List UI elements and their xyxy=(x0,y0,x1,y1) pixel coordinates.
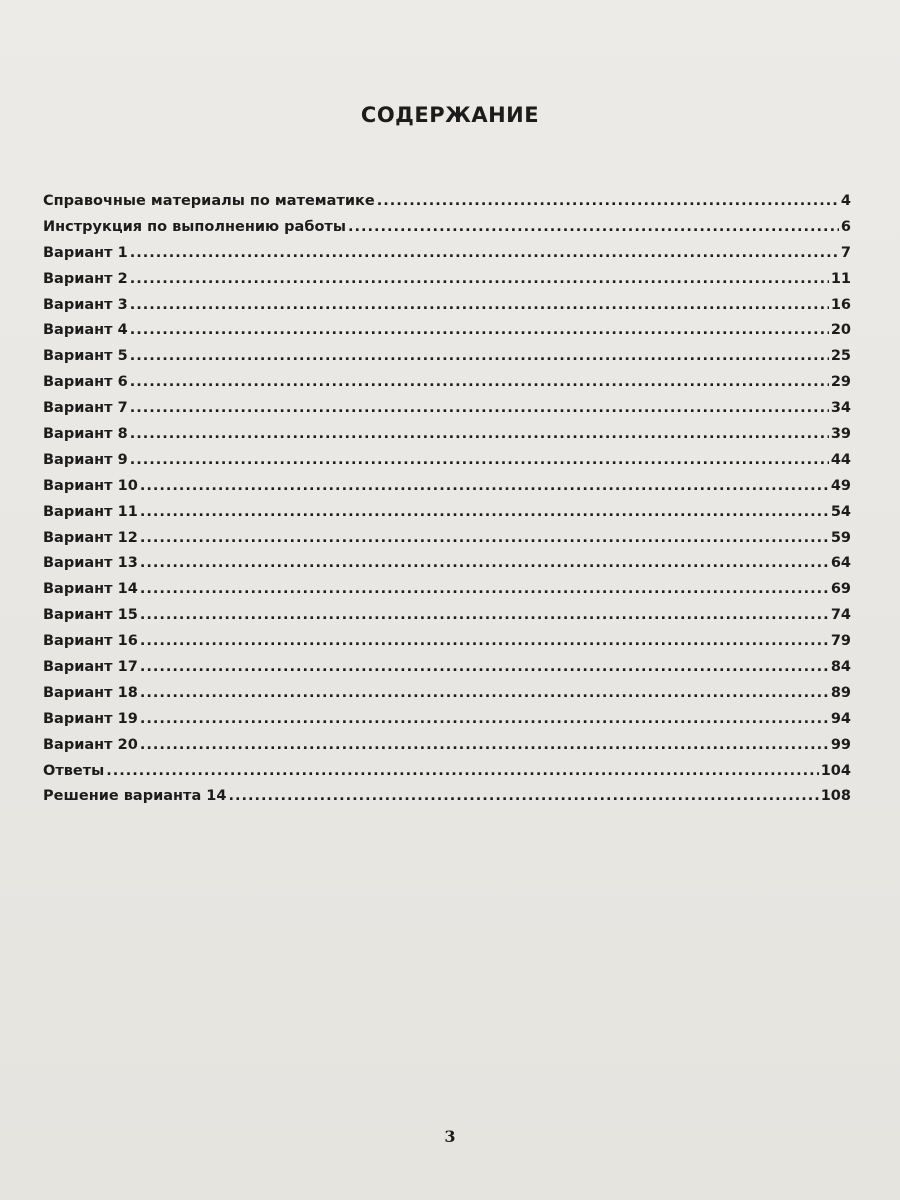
toc-entry-page: 7 xyxy=(840,244,851,261)
toc-entry-title: Вариант 4 xyxy=(43,322,128,339)
toc-entry-page: 25 xyxy=(830,348,851,365)
toc-entry xyxy=(43,478,851,504)
toc-entry xyxy=(43,271,851,297)
dot-leader xyxy=(130,400,829,416)
dot-leader xyxy=(228,788,818,804)
dot-leader xyxy=(140,581,829,597)
dot-leader xyxy=(130,322,829,338)
dot-leader xyxy=(130,348,829,364)
toc-entry-title: Вариант 15 xyxy=(43,607,138,624)
toc-entry-title: Вариант 3 xyxy=(43,296,128,313)
toc-entry-title: Вариант 6 xyxy=(43,374,128,391)
dot-leader xyxy=(130,271,829,287)
toc-entry xyxy=(43,530,851,556)
toc-entry-title: Вариант 8 xyxy=(43,426,128,443)
dot-leader xyxy=(140,478,829,494)
toc-entry-page: 20 xyxy=(830,322,851,339)
toc-entry xyxy=(43,555,851,581)
dot-leader xyxy=(140,607,829,623)
toc-entry xyxy=(43,426,851,452)
toc-entry-page: 74 xyxy=(830,607,851,624)
toc-entry-title: Вариант 16 xyxy=(43,633,138,650)
toc-entry xyxy=(43,245,851,271)
dot-leader xyxy=(140,685,829,701)
dot-leader xyxy=(140,737,829,753)
toc-entry xyxy=(43,400,851,426)
toc-entry-page: 6 xyxy=(840,218,851,235)
toc-entry-page: 79 xyxy=(830,633,851,650)
toc-entry xyxy=(43,711,851,737)
dot-leader xyxy=(130,374,829,390)
toc-entry-title: Вариант 1 xyxy=(43,244,128,261)
toc-entry xyxy=(43,348,851,374)
dot-leader xyxy=(140,530,829,546)
toc-entry-page: 99 xyxy=(830,736,851,753)
toc-entry-page: 94 xyxy=(830,710,851,727)
toc-entry xyxy=(43,633,851,659)
toc-entry-title: Вариант 7 xyxy=(43,400,128,417)
toc-entry xyxy=(43,452,851,478)
dot-leader xyxy=(130,426,829,442)
toc-entry-title: Вариант 11 xyxy=(43,503,138,520)
toc-entry-title: Вариант 19 xyxy=(43,710,138,727)
toc-entry-page: 108 xyxy=(820,788,851,805)
toc-entry-page: 4 xyxy=(840,193,851,209)
toc-entry-page: 16 xyxy=(830,296,851,313)
toc-entry xyxy=(43,193,851,219)
toc-entry-page: 11 xyxy=(830,270,851,287)
toc-entry-title: Вариант 13 xyxy=(43,555,138,572)
dot-leader xyxy=(140,633,829,649)
dot-leader xyxy=(377,193,839,209)
dot-leader xyxy=(348,219,839,235)
toc-entry-title: Вариант 12 xyxy=(43,529,138,546)
toc-entry-title: Вариант 20 xyxy=(43,736,138,753)
toc-entry-title: Вариант 5 xyxy=(43,348,128,365)
toc-entry xyxy=(43,297,851,323)
toc-entry-page: 59 xyxy=(830,529,851,546)
toc-entry-page: 89 xyxy=(830,684,851,701)
dot-leader xyxy=(140,711,829,727)
toc-entry-page: 84 xyxy=(830,659,851,676)
toc-entry-title: Вариант 18 xyxy=(43,684,138,701)
toc-entry-title: Решение варианта 14 xyxy=(43,788,227,805)
dot-leader xyxy=(140,659,829,675)
toc-entry xyxy=(43,322,851,348)
toc-entry-page: 64 xyxy=(830,555,851,572)
toc-entry-title: Ответы xyxy=(43,762,105,779)
toc-entry-page: 34 xyxy=(830,400,851,417)
toc-entry xyxy=(43,581,851,607)
toc-entry-title: Вариант 14 xyxy=(43,581,138,598)
dot-leader xyxy=(130,452,829,468)
toc-entry-page: 54 xyxy=(830,503,851,520)
toc-entry xyxy=(43,659,851,685)
toc-entry-page: 29 xyxy=(830,374,851,391)
toc-entry-page: 49 xyxy=(830,477,851,494)
page-title: СОДЕРЖАНИЕ xyxy=(360,103,540,127)
toc-entry xyxy=(43,685,851,711)
toc-entry-page: 104 xyxy=(820,762,851,779)
toc-entry xyxy=(43,374,851,400)
toc-entry xyxy=(43,737,851,763)
dot-leader xyxy=(130,297,829,313)
toc-entry-title: Справочные материалы по математике xyxy=(43,193,375,209)
dot-leader xyxy=(106,763,818,779)
toc-entry-page: 69 xyxy=(830,581,851,598)
dot-leader xyxy=(140,504,829,520)
toc-entry xyxy=(43,607,851,633)
dot-leader xyxy=(130,245,839,261)
toc-entry-title: Вариант 9 xyxy=(43,451,128,468)
toc-entry xyxy=(43,504,851,530)
page-number: 3 xyxy=(444,1127,456,1146)
toc-entry xyxy=(43,219,851,245)
table-of-contents xyxy=(43,193,851,814)
dot-leader xyxy=(140,555,829,571)
toc-entry xyxy=(43,763,851,789)
toc-entry-page: 39 xyxy=(830,426,851,443)
toc-entry-title: Вариант 17 xyxy=(43,659,138,676)
toc-entry xyxy=(43,788,851,814)
toc-entry-page: 44 xyxy=(830,451,851,468)
toc-entry-title: Вариант 10 xyxy=(43,477,138,494)
toc-entry-title: Инструкция по выполнению работы xyxy=(43,218,346,235)
toc-entry-title: Вариант 2 xyxy=(43,270,128,287)
